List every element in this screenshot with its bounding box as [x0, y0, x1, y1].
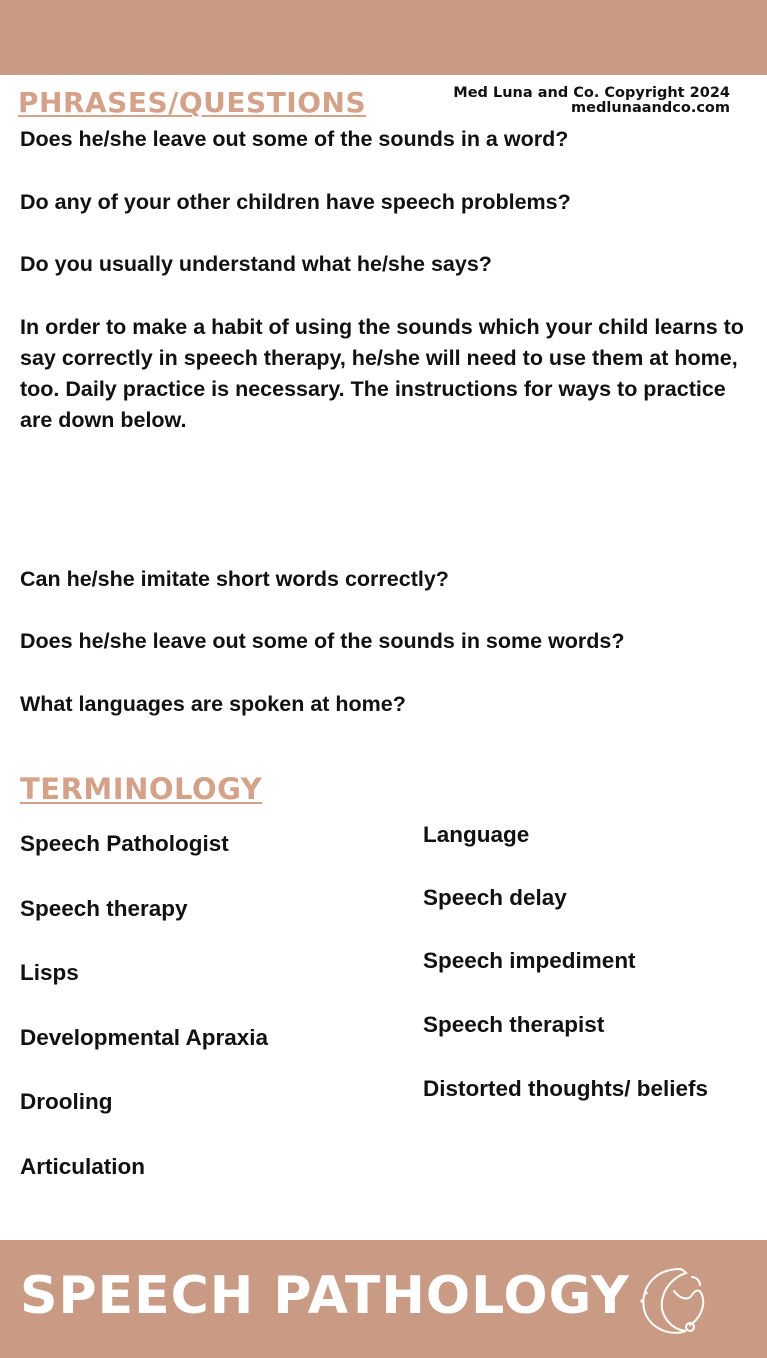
term-item: Distorted thoughts/ beliefs — [423, 1076, 709, 1101]
question-item: Do any of your other children have speech problems? — [20, 190, 571, 214]
question-item: What languages are spoken at home? — [20, 692, 406, 716]
term-item: Speech impediment — [423, 948, 636, 973]
top-banner — [0, 0, 767, 75]
term-item: Speech therapist — [423, 1012, 605, 1037]
footer-title: SPEECH PATHOLOGY — [20, 1266, 630, 1326]
term-item: Drooling — [20, 1089, 113, 1114]
moon-stethoscope-icon — [634, 1263, 714, 1339]
term-item: Articulation — [20, 1154, 146, 1179]
copyright-line: Med Luna and Co. Copyright 2024 — [453, 85, 730, 101]
term-item: Speech Pathologist — [20, 831, 229, 856]
phrases-heading: PHRASES/QUESTIONS — [18, 86, 367, 119]
question-item: Does he/she leave out some of the sounds in some words? — [20, 629, 625, 653]
copyright-notice — [453, 86, 730, 116]
question-item: Do you usually understand what he/she says? — [20, 252, 492, 276]
term-item: Language — [423, 822, 530, 847]
practice-paragraph: In order to make a habit of using the sounds which your child learns to say correctly in speech therapy, he/she will need to use them at home, too. Daily practice is necessary. The instructions for ways to practice are down below. — [20, 315, 744, 432]
question-item: Can he/she imitate short words correctly? — [20, 567, 449, 591]
term-item: Lisps — [20, 960, 79, 985]
website-line: medlunaandco.com — [571, 100, 730, 116]
term-item: Speech delay — [423, 885, 567, 910]
term-item: Developmental Apraxia — [20, 1025, 269, 1050]
terminology-heading: TERMINOLOGY — [20, 772, 263, 806]
term-item: Speech therapy — [20, 896, 188, 921]
question-item: Does he/she leave out some of the sounds in a word? — [20, 127, 569, 151]
